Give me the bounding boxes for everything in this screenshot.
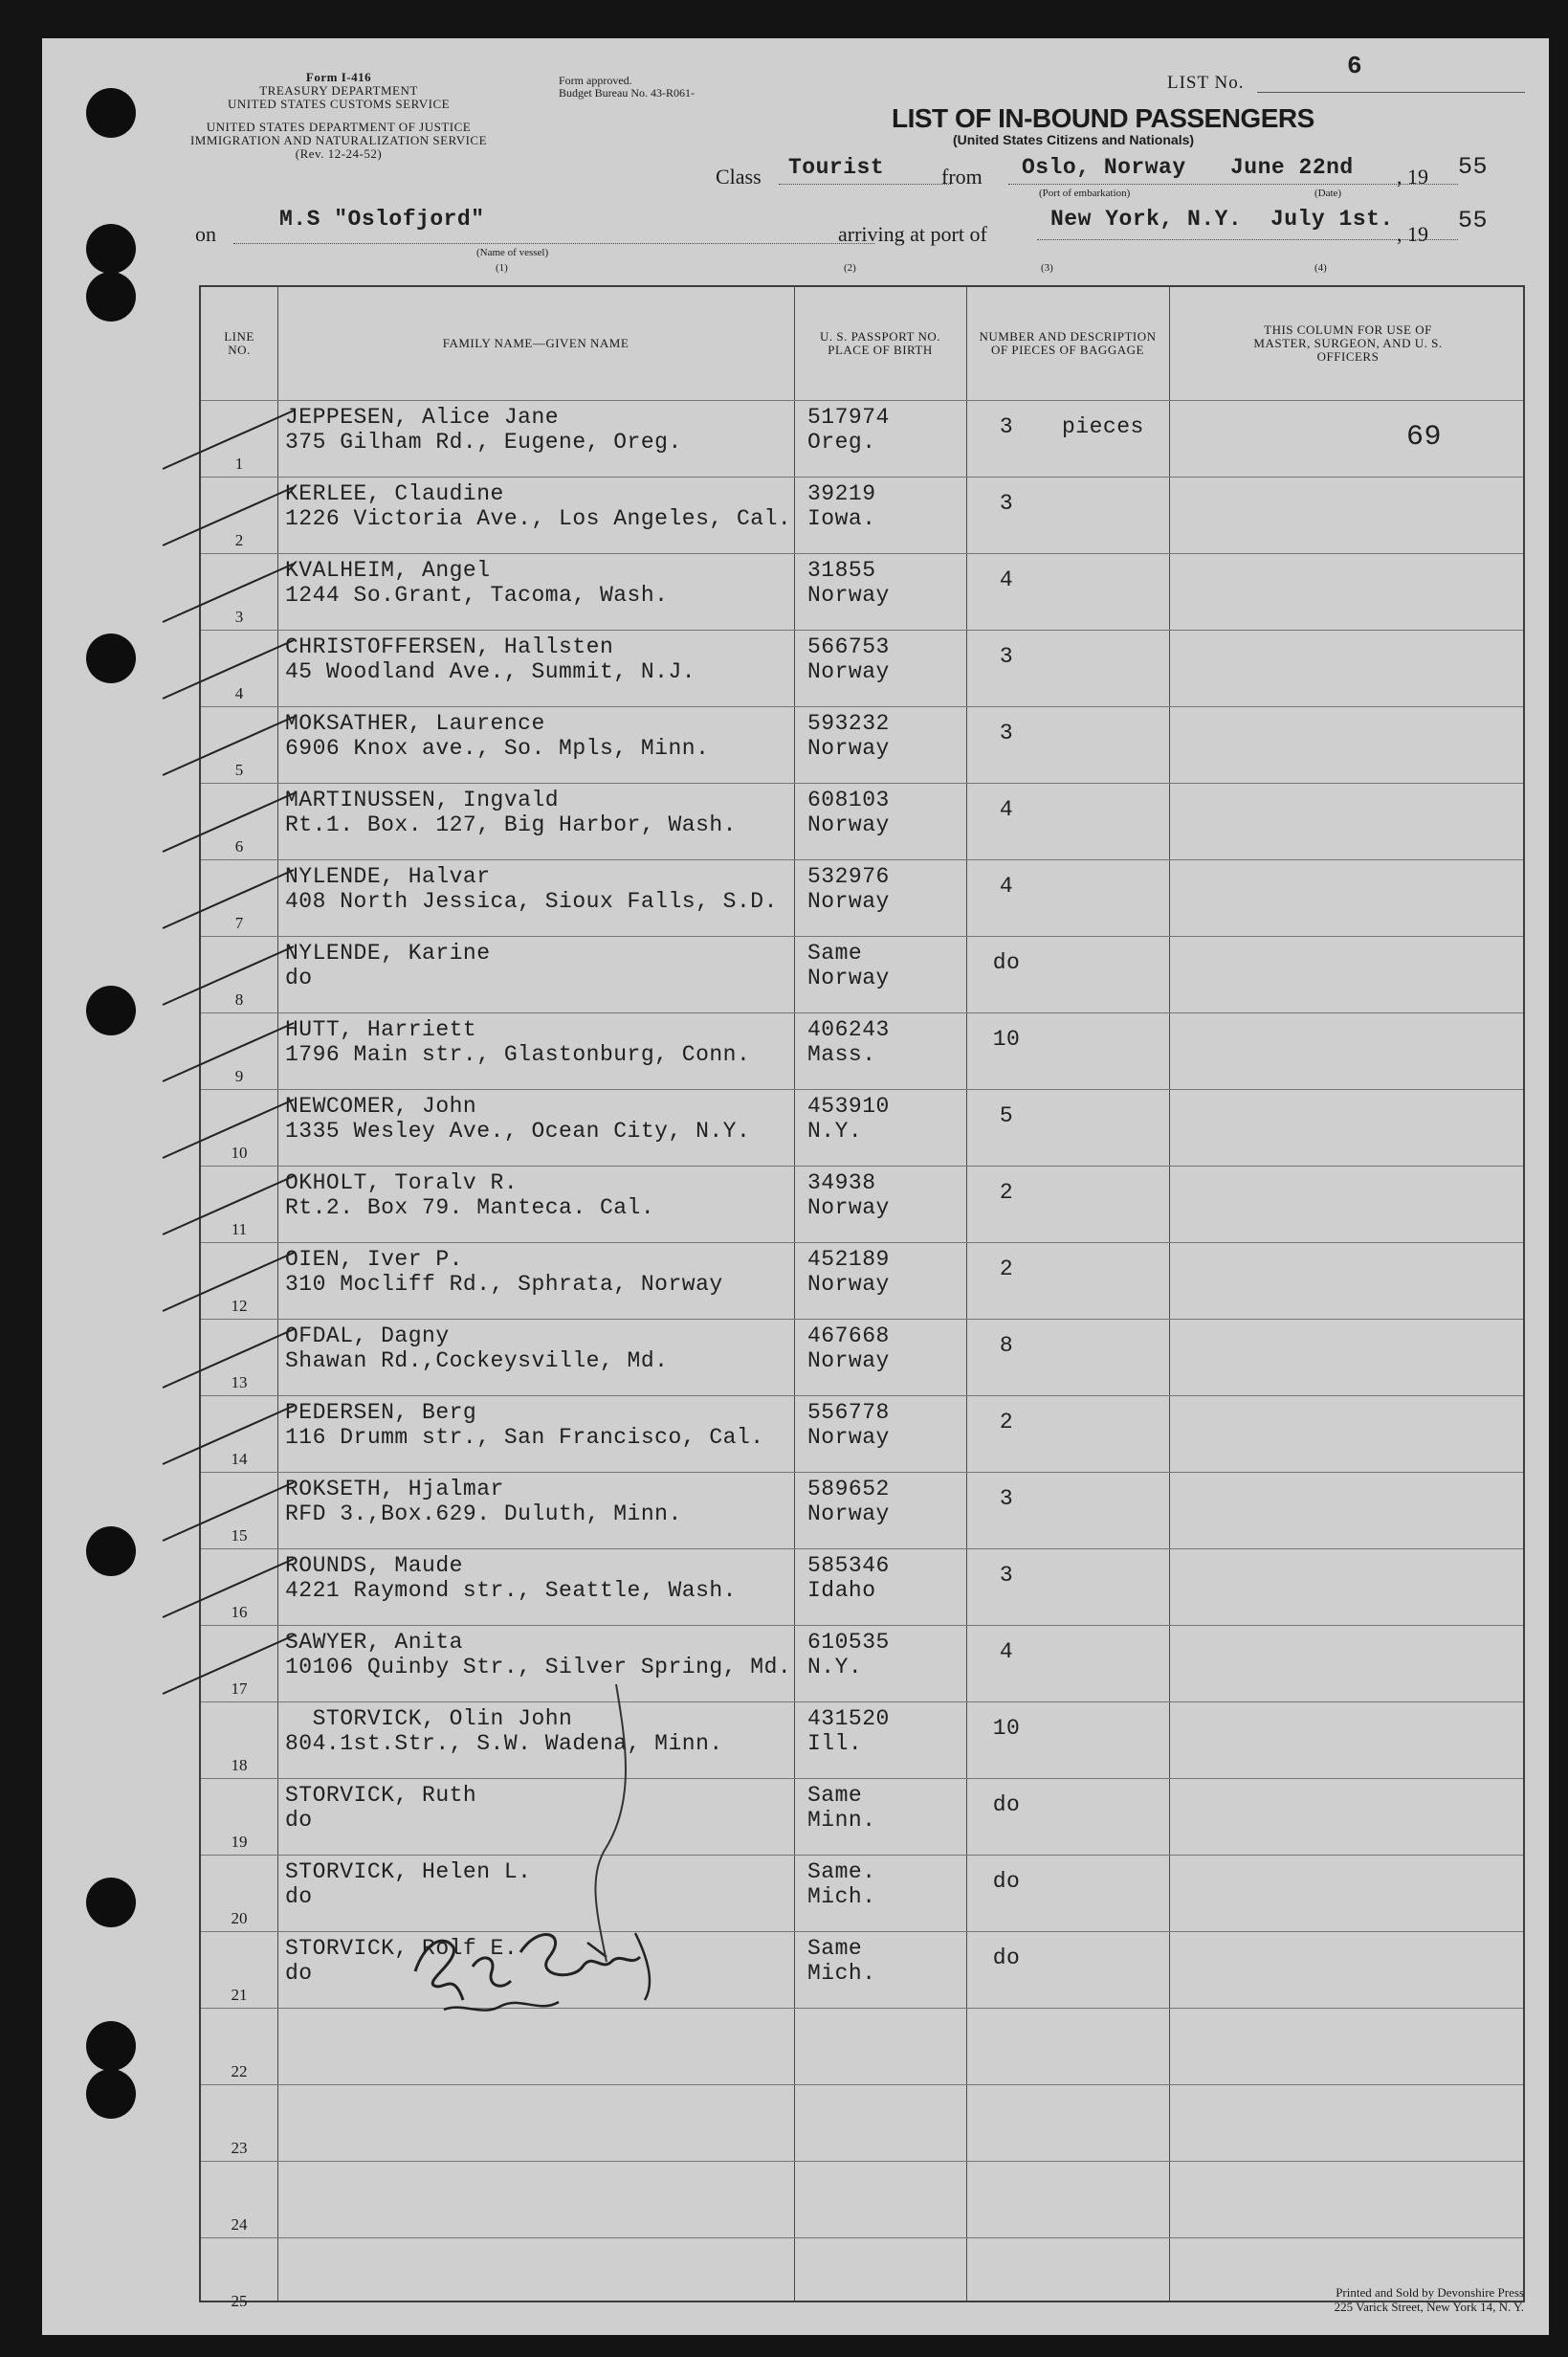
passport-number: 517974 <box>807 405 890 430</box>
arrival-date: July 1st. <box>1270 207 1394 232</box>
line-number: 12 <box>231 1297 248 1315</box>
officer-note: 69 <box>1406 421 1443 454</box>
baggage-count: 5 <box>999 1103 1014 1128</box>
passport-number: 556778 <box>807 1400 890 1425</box>
baggage-count: 3 <box>999 491 1014 516</box>
baggage-count: 3 <box>999 1563 1014 1588</box>
passenger-address: Rt.1. Box. 127, Big Harbor, Wash. <box>285 812 737 837</box>
place-of-birth: Norway <box>807 1501 890 1526</box>
passenger-name-cell <box>285 941 491 990</box>
passenger-name-cell <box>285 1170 654 1220</box>
baggage-count: 10 <box>992 1716 1021 1741</box>
passport-number: 453910 <box>807 1094 890 1119</box>
passport-number: 31855 <box>807 558 876 583</box>
line-number: 14 <box>231 1450 248 1468</box>
from-value: Oslo, Norway <box>1022 155 1186 180</box>
arriving-label: arriving at port of <box>838 222 987 246</box>
table-row <box>201 1855 1523 1932</box>
column-caption-1: (1) <box>496 262 508 274</box>
line-number: 6 <box>234 837 244 856</box>
passport-number: 406243 <box>807 1017 890 1042</box>
passport-cell <box>807 1553 890 1603</box>
table-row <box>201 630 1523 707</box>
passenger-name-cell <box>285 481 791 531</box>
header-passport-text: U. S. PASSPORT NO. PLACE OF BIRTH <box>820 329 940 357</box>
passenger-name-cell <box>285 1630 791 1679</box>
passport-number: 39219 <box>807 481 876 506</box>
passport-cell <box>807 1477 890 1526</box>
place-of-birth: Norway <box>807 736 890 761</box>
passenger-name-cell <box>285 1400 764 1450</box>
passenger-name-cell <box>285 558 668 608</box>
header-baggage <box>966 287 1169 400</box>
passport-number: 589652 <box>807 1477 890 1501</box>
baggage-count: do <box>992 1792 1021 1817</box>
table-row <box>201 1012 1523 1090</box>
table-row <box>201 1472 1523 1549</box>
baggage-count: 4 <box>999 567 1014 592</box>
passenger-name-cell <box>285 711 709 761</box>
list-number-label: LIST No. <box>1167 73 1245 93</box>
from-label: from <box>941 165 983 189</box>
passenger-name: KVALHEIM, Angel <box>285 558 491 583</box>
baggage-count: 8 <box>999 1333 1014 1358</box>
passport-number: 34938 <box>807 1170 876 1195</box>
table-row <box>201 2237 1523 2315</box>
passenger-name: STORVICK, Helen L. <box>285 1859 532 1884</box>
form-title: LIST OF IN-BOUND PASSENGERS <box>892 103 1314 133</box>
place-of-birth: Norway <box>807 1272 890 1297</box>
passenger-name-cell <box>285 1017 750 1067</box>
bracket-mark <box>578 1684 654 1971</box>
passenger-address: 116 Drumm str., San Francisco, Cal. <box>285 1425 764 1450</box>
place-of-birth: Norway <box>807 1195 890 1220</box>
table-row <box>201 706 1523 784</box>
baggage-description: pieces <box>1062 414 1144 439</box>
place-of-birth: Mich. <box>807 1884 876 1909</box>
baggage-count: 3 <box>999 1486 1014 1511</box>
passenger-address: Shawan Rd.,Cockeysville, Md. <box>285 1348 669 1373</box>
line-number: 1 <box>234 455 244 473</box>
punch-hole <box>86 2069 136 2119</box>
header-baggage-text: NUMBER AND DESCRIPTION OF PIECES OF BAGGAGE <box>979 329 1157 357</box>
passport-cell <box>807 1170 890 1220</box>
place-of-birth: Idaho <box>807 1578 876 1603</box>
passenger-name-cell <box>285 405 682 455</box>
baggage-count: 3 <box>999 414 1014 439</box>
punch-hole <box>86 1526 136 1576</box>
year-prefix-1: , 19 <box>1397 165 1428 189</box>
passenger-name: ROUNDS, Maude <box>285 1553 463 1578</box>
passenger-name-cell <box>285 864 778 914</box>
revision: (Rev. 12-24-52) <box>295 146 383 161</box>
line-number: 13 <box>231 1373 248 1391</box>
line-number: 17 <box>231 1679 248 1698</box>
place-of-birth: Norway <box>807 1348 890 1373</box>
passenger-name-cell <box>285 1247 723 1297</box>
passenger-name: KERLEE, Claudine <box>285 481 504 506</box>
form-number: Form I-416 <box>305 70 372 84</box>
line-number: 24 <box>231 2215 248 2234</box>
baggage-count: 4 <box>999 797 1014 822</box>
column-caption-2: (2) <box>844 262 856 274</box>
budget-bureau: Budget Bureau No. 43-R061- <box>559 86 695 100</box>
table-row <box>201 2008 1523 2085</box>
baggage-count: do <box>992 950 1021 975</box>
arrival-port: New York, N.Y. <box>1050 207 1243 232</box>
table-row <box>201 1778 1523 1856</box>
line-number: 4 <box>234 684 244 702</box>
passport-cell <box>807 1630 890 1679</box>
passenger-address: 4221 Raymond str., Seattle, Wash. <box>285 1578 737 1603</box>
line-number: 21 <box>231 1986 248 2004</box>
passport-number: 566753 <box>807 634 890 659</box>
baggage-count: do <box>992 1946 1021 1970</box>
printer-line-2: 225 Varick Street, New York 14, N. Y. <box>1334 2300 1524 2314</box>
list-number-underline <box>1257 92 1525 93</box>
passenger-name: OIEN, Iver P. <box>285 1247 463 1272</box>
passport-cell <box>807 941 890 990</box>
baggage-count: 4 <box>999 874 1014 899</box>
vessel-name: M.S "Oslofjord" <box>279 207 485 232</box>
class-underline <box>779 184 951 185</box>
passenger-name-cell <box>285 1859 531 1909</box>
list-number: 6 <box>1347 52 1363 80</box>
baggage-count: do <box>992 1869 1021 1894</box>
place-of-birth: Norway <box>807 583 890 608</box>
passenger-name: SAWYER, Anita <box>285 1630 463 1655</box>
table-row <box>201 1089 1523 1167</box>
passenger-address: do <box>285 1808 313 1833</box>
passenger-name: NEWCOMER, John <box>285 1094 477 1119</box>
passenger-name-cell <box>285 1477 682 1526</box>
line-number: 23 <box>231 2139 248 2157</box>
on-label: on <box>195 222 216 246</box>
passenger-name-cell <box>285 1783 476 1833</box>
passport-number: 431520 <box>807 1706 890 1731</box>
passenger-name-cell <box>285 1706 723 1756</box>
passenger-address: 310 Mocliff Rd., Sphrata, Norway <box>285 1272 723 1297</box>
table-row <box>201 859 1523 937</box>
passport-cell <box>807 634 890 684</box>
line-number: 16 <box>231 1603 248 1621</box>
punch-hole <box>86 1878 136 1927</box>
passenger-address: 1796 Main str., Glastonburg, Conn. <box>285 1042 751 1067</box>
passport-cell <box>807 405 890 455</box>
baggage-count: 2 <box>999 1180 1014 1205</box>
passenger-name-cell <box>285 1553 737 1603</box>
year-2: 55 <box>1458 207 1489 234</box>
passenger-address: 804.1st.Str., S.W. Wadena, Minn. <box>285 1731 723 1756</box>
table-row <box>201 1319 1523 1396</box>
passenger-name-cell <box>285 788 737 837</box>
passenger-name: CHRISTOFFERSEN, Hallsten <box>285 634 614 659</box>
passenger-address: 408 North Jessica, Sioux Falls, S.D. <box>285 889 778 914</box>
vessel-caption: (Name of vessel) <box>476 247 549 258</box>
header-line-no-text: LINE NO. <box>224 329 254 357</box>
baggage-count: 2 <box>999 1256 1014 1281</box>
passenger-address: 6906 Knox ave., So. Mpls, Minn. <box>285 736 710 761</box>
form-subtitle: (United States Citizens and Nationals) <box>953 132 1195 147</box>
punch-hole <box>86 986 136 1035</box>
approval-block <box>559 75 695 100</box>
baggage-count: 4 <box>999 1639 1014 1664</box>
department: TREASURY DEPARTMENT <box>259 83 418 98</box>
passport-number: Same <box>807 1783 863 1808</box>
passport-number: 585346 <box>807 1553 890 1578</box>
header-officers <box>1169 287 1527 400</box>
baggage-count: 10 <box>992 1027 1021 1052</box>
passenger-address: Rt.2. Box 79. Manteca. Cal. <box>285 1195 655 1220</box>
passenger-address: 1244 So.Grant, Tacoma, Wash. <box>285 583 669 608</box>
table-row <box>201 1625 1523 1702</box>
table-row <box>201 2161 1523 2238</box>
table-row <box>201 1701 1523 1779</box>
passport-number: 593232 <box>807 711 890 736</box>
line-number: 7 <box>234 914 244 932</box>
passenger-address: RFD 3.,Box.629. Duluth, Minn. <box>285 1501 682 1526</box>
passenger-name: ROKSETH, Hjalmar <box>285 1477 504 1501</box>
passport-cell <box>807 1247 890 1297</box>
line-number: 8 <box>234 990 244 1009</box>
punch-hole <box>86 634 136 683</box>
table-row <box>201 1931 1523 2009</box>
passenger-address: 10106 Quinby Str., Silver Spring, Md. <box>285 1655 792 1679</box>
passenger-name: MARTINUSSEN, Ingvald <box>285 788 560 812</box>
line-number: 20 <box>231 1909 248 1927</box>
table-row <box>201 1548 1523 1626</box>
passport-cell <box>807 1017 890 1067</box>
passenger-name: STORVICK, Ruth <box>285 1783 477 1808</box>
passport-number: Same. <box>807 1859 876 1884</box>
place-of-birth: Norway <box>807 966 890 990</box>
approval: Form approved. <box>559 74 632 87</box>
table-row <box>201 553 1523 631</box>
place-of-birth: Minn. <box>807 1808 876 1833</box>
punch-hole <box>86 88 136 138</box>
passenger-name: STORVICK, Olin John <box>285 1706 573 1731</box>
place-of-birth: Norway <box>807 659 890 684</box>
year-prefix-2: , 19 <box>1397 222 1428 246</box>
place-of-birth: Norway <box>807 889 890 914</box>
header-name-text: FAMILY NAME—GIVEN NAME <box>442 336 629 350</box>
vessel-underline <box>233 243 874 244</box>
place-of-birth: N.Y. <box>807 1119 863 1144</box>
baggage-count: 2 <box>999 1410 1014 1434</box>
table-row <box>201 400 1523 478</box>
place-of-birth: Norway <box>807 812 890 837</box>
from-underline <box>1008 184 1458 185</box>
service: UNITED STATES CUSTOMS SERVICE <box>227 97 451 111</box>
passenger-name: MOKSATHER, Laurence <box>285 711 545 736</box>
passenger-address: 45 Woodland Ave., Summit, N.J. <box>285 659 696 684</box>
table-row <box>201 1242 1523 1320</box>
punch-hole <box>86 272 136 322</box>
line-number: 25 <box>231 2292 248 2310</box>
table-row <box>201 1395 1523 1473</box>
line-number: 15 <box>231 1526 248 1545</box>
passenger-address: do <box>285 966 313 990</box>
line-number: 9 <box>234 1067 244 1085</box>
passport-number: 610535 <box>807 1630 890 1655</box>
printer-line-1: Printed and Sold by Devonshire Press <box>1336 2285 1524 2300</box>
class-value: Tourist <box>788 155 885 180</box>
column-caption-4: (4) <box>1314 262 1327 274</box>
column-caption-3: (3) <box>1041 262 1053 274</box>
passport-cell <box>807 558 890 608</box>
line-number: 19 <box>231 1833 248 1851</box>
header-passport <box>794 287 966 400</box>
passenger-address: 1335 Wesley Ave., Ocean City, N.Y. <box>285 1119 751 1144</box>
printer-credit <box>1335 2285 1524 2314</box>
passenger-address: 375 Gilham Rd., Eugene, Oreg. <box>285 430 682 455</box>
passenger-manifest-page <box>42 38 1549 2335</box>
passenger-name: PEDERSEN, Berg <box>285 1400 477 1425</box>
line-number: 10 <box>231 1144 248 1162</box>
table-row <box>201 2084 1523 2162</box>
line-number: 3 <box>234 608 244 626</box>
embark-caption: (Port of embarkation) <box>1039 188 1131 199</box>
passenger-name: NYLENDE, Halvar <box>285 864 491 889</box>
table-row <box>201 936 1523 1013</box>
place-of-birth: N.Y. <box>807 1655 863 1679</box>
table-row <box>201 477 1523 554</box>
passport-cell <box>807 1859 876 1909</box>
line-number: 18 <box>231 1756 248 1774</box>
passport-cell <box>807 1323 890 1373</box>
passenger-name: OKHOLT, Toralv R. <box>285 1170 519 1195</box>
passenger-address: do <box>285 1961 313 1986</box>
line-number: 22 <box>231 2062 248 2080</box>
passenger-name-cell <box>285 634 696 684</box>
agency-block <box>186 71 492 161</box>
punch-hole <box>86 224 136 274</box>
passport-number: 467668 <box>807 1323 890 1348</box>
date-caption: (Date) <box>1314 188 1342 199</box>
line-number: 11 <box>231 1220 248 1238</box>
passenger-name: HUTT, Harriett <box>285 1017 477 1042</box>
departure-date: June 22nd <box>1230 155 1354 180</box>
passport-number: Same <box>807 1936 863 1961</box>
passenger-name-cell <box>285 1323 668 1373</box>
arrival-underline <box>1037 239 1458 240</box>
service2: IMMIGRATION AND NATURALIZATION SERVICE <box>189 133 488 147</box>
header-name <box>277 287 794 400</box>
inspector-signature <box>406 1914 731 2029</box>
passport-cell <box>807 1094 890 1144</box>
header-line-no <box>201 287 277 400</box>
passport-number: 532976 <box>807 864 890 889</box>
punch-hole <box>86 2021 136 2071</box>
line-number: 2 <box>234 531 244 549</box>
passport-number: 452189 <box>807 1247 890 1272</box>
passport-cell <box>807 481 876 531</box>
passenger-name: OFDAL, Dagny <box>285 1323 450 1348</box>
year-1: 55 <box>1458 153 1489 181</box>
line-number: 5 <box>234 761 244 779</box>
class-label: Class <box>716 165 762 189</box>
passport-cell <box>807 1400 890 1450</box>
department2: UNITED STATES DEPARTMENT OF JUSTICE <box>206 120 472 134</box>
table-row <box>201 783 1523 860</box>
place-of-birth: Mich. <box>807 1961 876 1986</box>
passport-cell <box>807 864 890 914</box>
passenger-name: JEPPESEN, Alice Jane <box>285 405 560 430</box>
passenger-name: STORVICK, Rolf E. <box>285 1936 519 1961</box>
baggage-count: 3 <box>999 644 1014 669</box>
place-of-birth: Oreg. <box>807 430 876 455</box>
passenger-name-cell <box>285 1094 750 1144</box>
baggage-count: 3 <box>999 721 1014 745</box>
passport-number: 608103 <box>807 788 890 812</box>
passenger-name: NYLENDE, Karine <box>285 941 491 966</box>
passport-cell <box>807 1783 876 1833</box>
passenger-address: 1226 Victoria Ave., Los Angeles, Cal. <box>285 506 792 531</box>
header-officers-text: THIS COLUMN FOR USE OF MASTER, SURGEON, AND U. S. OFFICERS <box>1253 322 1443 364</box>
passport-number: Same <box>807 941 863 966</box>
place-of-birth: Iowa. <box>807 506 876 531</box>
passport-cell <box>807 1706 890 1756</box>
passenger-address: do <box>285 1884 313 1909</box>
passport-cell <box>807 1936 876 1986</box>
passport-cell <box>807 711 890 761</box>
place-of-birth: Ill. <box>807 1731 863 1756</box>
table-row <box>201 1166 1523 1243</box>
place-of-birth: Mass. <box>807 1042 876 1067</box>
place-of-birth: Norway <box>807 1425 890 1450</box>
passport-cell <box>807 788 890 837</box>
